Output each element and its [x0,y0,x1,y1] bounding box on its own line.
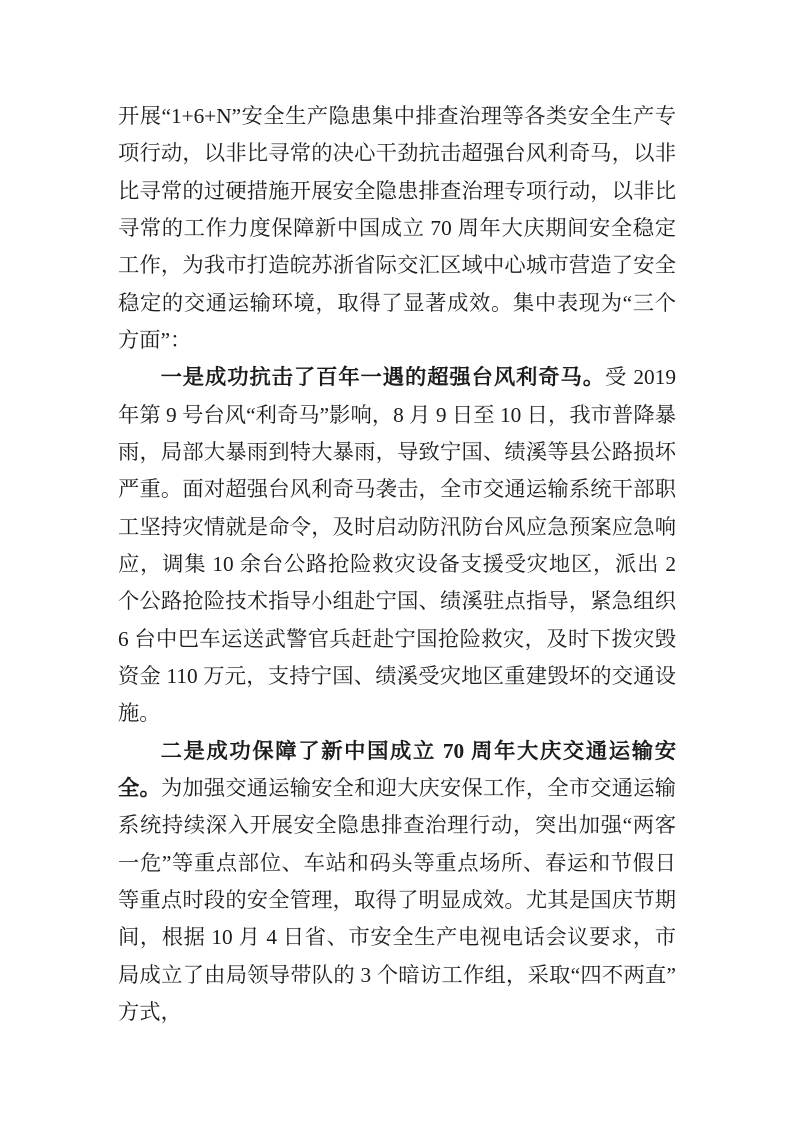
paragraph-point-two [118,733,676,1032]
paragraph-continuation [118,98,676,359]
paragraph-lead-bold: 一是成功抗击了百年一遇的超强台风利奇马。 [160,365,605,390]
paragraph-text: 为加强交通运输安全和迎大庆安保工作，全市交通运输系统持续深入开展安全隐患排查治理行动，突出加强“两客一危”等重点部位、车站和码头等重点场所、春运和节假日等重点时段的安全管理，取得了明显成效。尤其是国庆节期间，根据 10 月 4 日省、市安全生产电视电话会议要求，市局成立了由局领导带队的 3 个暗访工作组，采取“四不两直”方式， [118,775,676,1024]
paragraph-point-one [118,359,676,732]
paragraph-text: 开展“1+6+N”安全生产隐患集中排查治理等各类安全生产专项行动，以非比寻常的决心干劲抗击超强台风利奇马，以非比寻常的过硬措施开展安全隐患排查治理专项行动，以非比寻常的工作力度保障新中国成立 70 周年大庆期间安全稳定工作，为我市打造皖苏浙省际交汇区域中心城市营造了安全稳定的交通运输环境，取得了显著成效。集中表现为“三个方面”： [118,104,676,352]
paragraph-lead-bold: 二是成功保障了新中国成立 70 周年大庆交通运输安全。 [118,738,676,800]
paragraph-text: 受 2019 年第 9 号台风“利奇马”影响，8 月 9 日至 10 日，我市普降暴雨，局部大暴雨到特大暴雨，导致宁国、绩溪等县公路损坏严重。面对超强台风利奇马袭击，全市交通运输系统干部职工坚持灾情就是命令，及时启动防汛防台风应急预案应急响应，调集 10 余台公路抢险救灾设备支援受灾地区，派出 2 个公路抢险技术指导小组赴宁国、绩溪驻点指导，紧急组织 6 台中巴车运送武警官兵赶赴宁国抢险救灾，及时下拨灾毁资金 110 万元，支持宁国、绩溪受灾地区重建毁坏的交通设施。 [118,365,676,726]
document-body [118,98,676,1031]
